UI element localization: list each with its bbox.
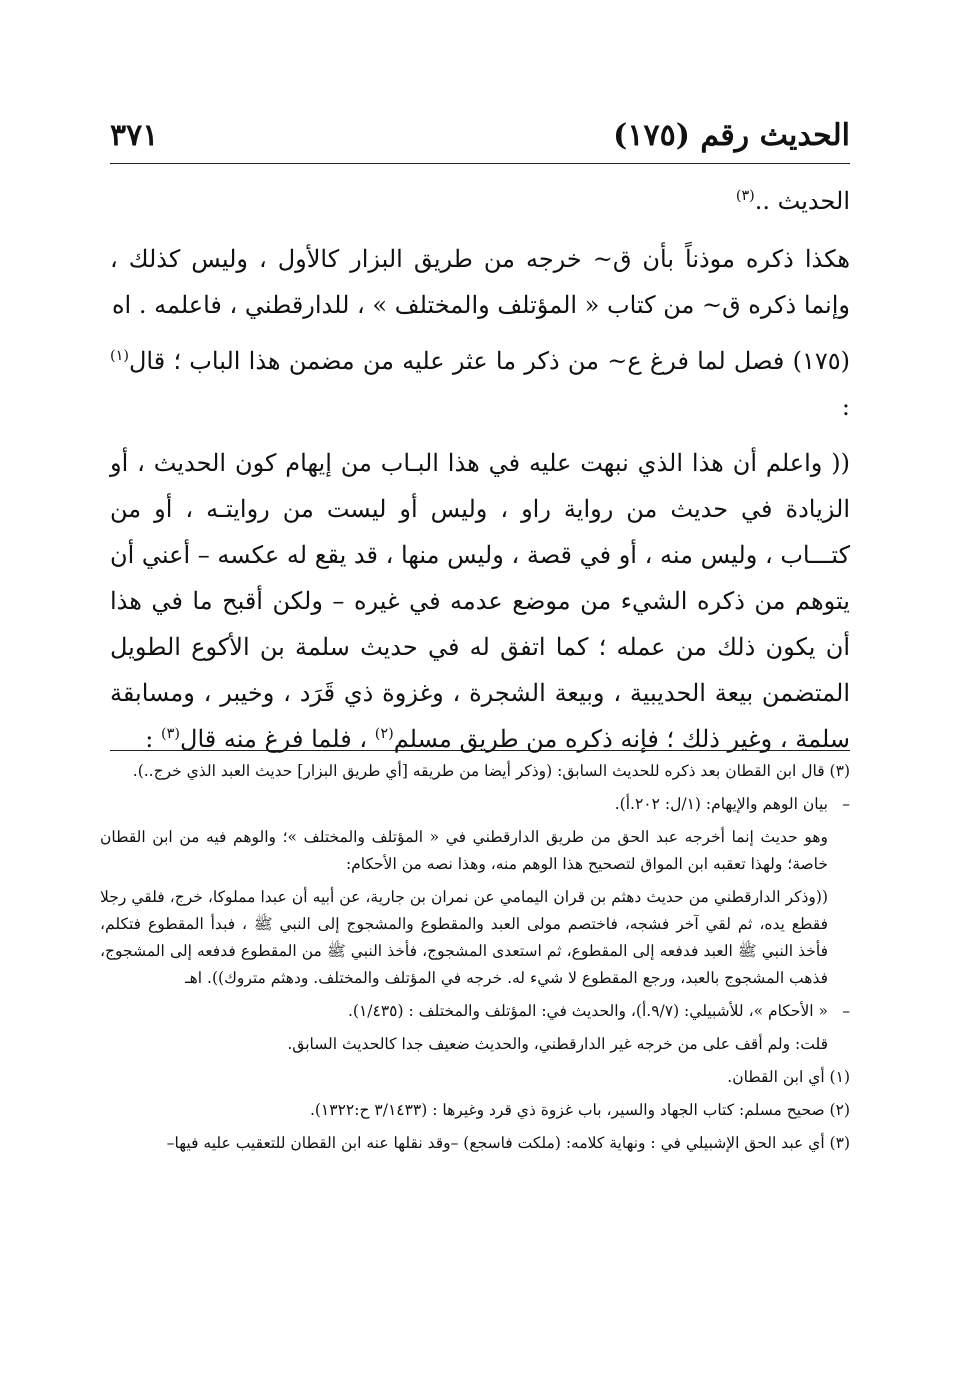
footnotes <box>100 758 850 1163</box>
paragraph-quote <box>110 440 850 762</box>
paragraph-text: (١٧٥) فصل لما فرغ ع~ من ذكر ما عثر عليه من مضمن هذا الباب ؛ قال <box>128 347 851 375</box>
footnote-source: – « الأحكام »، للأشبيلي: (٩/٧.أ)، والحديث في: المؤتلف والمختلف : (١/٤٣٥). <box>100 998 850 1025</box>
header-title: الحديث رقم (١٧٥) <box>613 117 850 153</box>
footnote-ref: (١) <box>110 348 129 364</box>
main-text <box>110 178 850 772</box>
footnote: (٢) صحيح مسلم: كتاب الجهاد والسير، باب غزوة ذي قرد وغيرها : (٣/١٤٣٣ ح:١٣٢٢). <box>309 1101 850 1119</box>
page-number: ٣٧١ <box>110 117 159 153</box>
footnote-comment: قلت: ولم أقف على من خرجه غير الدارقطني، والحديث ضعيف جدا كالحديث السابق. <box>287 1035 828 1053</box>
footnote-ref: (٣) <box>161 726 180 742</box>
paragraph-section-175 <box>110 338 850 430</box>
footnote-separator <box>110 750 850 751</box>
paragraph-text: الحديث .. <box>754 187 850 215</box>
footnote: (١) أي ابن القطان. <box>727 1068 850 1086</box>
footnote-quote: ((وذكر الدارقطني من حديث دهثم بن قران اليمامي عن نمران بن جارية، عن أبيه أن عبدا مملوكا، خرج، فلقي رجلا فقطع يده، ثم لقي آخر فشجه، فاختصم مولى العبد والمقطوع والمشجوج إلى النبي ﷺ ، فبدأ المقطوع فتكلم، فأخذ النبي ﷺ العبد فدفعه إلى المقطوع، ثم استعدى المشجوج، فأخذ النبي ﷺ من المقطوع فدفعه إلى المشجوج، فذهب المشجوج بالعبد، ورجع المقطوع لا شيء له. خرجه في المؤتلف والمختلف. ودهثم متروك)). اهـ <box>100 888 828 987</box>
paragraph-text-end: : <box>841 393 850 421</box>
running-header <box>110 110 850 160</box>
paragraph-text: (( واعلم أن هذا الذي نبهت عليه في هذا البـاب من إيهام كون الحديث ، أو الزيادة في حديث من رواية راو ، وليس أو ليست من روايتـه ، أو من كتـــاب ، وليس منه ، أو في قصة ، وليس منها ، قد يقع له عكسه – أعني أن يتوهم من ذكره الشيء من موضع عدمه في غيره – ولكن أقبح ما في هذا أن يكون ذلك من عمله ؛ كما اتفق له في حديث سلمة بن الأكوع الطويل المتضمن بيعة الحديبية ، وبيعة الشجرة ، وغزوة ذي قَرَد ، وخيبر ، ومسابقة سلمة ، وغير ذلك ؛ فإنه ذكره من طريق مسلم <box>109 449 850 753</box>
paragraph-text-mid: ، فلما فرغ منه قال <box>180 725 375 753</box>
footnote-ref: (٣) <box>735 188 755 204</box>
header-rule <box>110 163 850 164</box>
paragraph-text-end: : <box>145 725 162 753</box>
footnote-source: – بيان الوهم والإيهام: (١/ل: ٢٠٢.أ). <box>100 791 850 818</box>
paragraph-remark: هكذا ذكره موذناً بأن ق~ خرجه من طريق البزار كالأول ، وليس كذلك ، وإنما ذكره ق~ من كتاب « المؤتلف والمختلف » ، للدارقطني ، فاعلمه . اه <box>110 245 850 319</box>
footnote-comment: وهو حديث إنما أخرجه عبد الحق من طريق الدارقطني في « المؤتلف والمختلف »؛ والوهم فيه من ابن القطان خاصة؛ ولهذا تعقبه ابن المواق لتصحيح هذا الوهم منه، وهذا نصه من الأحكام: <box>100 828 828 873</box>
footnote: (٣) قال ابن القطان بعد ذكره للحديث السابق: (وذكر أيضا من طريقه [أي طريق البزار] حديث العبد الذي خرج..). <box>132 762 850 780</box>
footnote: (٣) أي عبد الحق الإشبيلي في : ونهاية كلامه: (ملكت فاسجع) –وقد نقلها عنه ابن القطان للتعقيب عليه فيها– <box>166 1134 850 1152</box>
paragraph-continuation <box>110 178 850 224</box>
footnote-ref: (٢) <box>374 726 394 742</box>
